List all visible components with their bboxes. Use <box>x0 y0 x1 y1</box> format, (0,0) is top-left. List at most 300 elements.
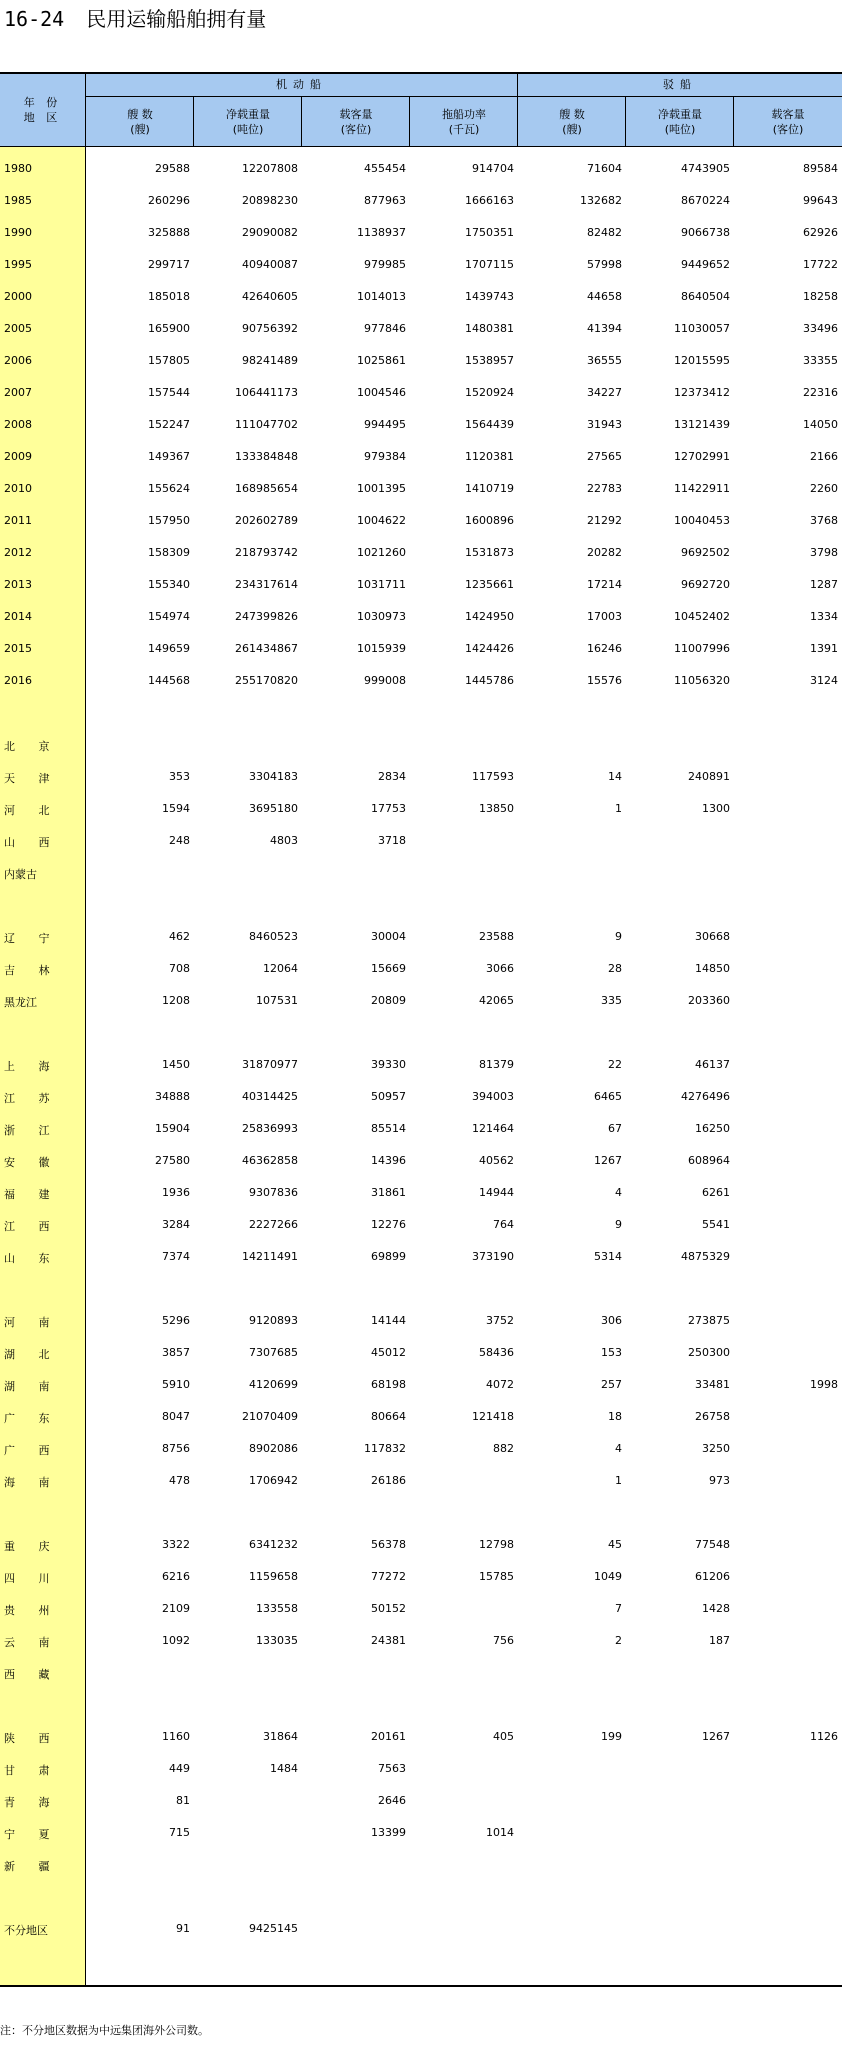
column-header-unit: (艘) <box>562 122 582 136</box>
table-cell: 3857 <box>162 1346 190 1359</box>
table-cell: 34888 <box>155 1090 190 1103</box>
row-label: 2009 <box>4 450 32 463</box>
table-cell: 121418 <box>472 1410 514 1423</box>
column-divider <box>409 97 410 146</box>
table-cell: 999008 <box>364 674 406 687</box>
column-header <box>194 97 302 146</box>
column-header-name: 载客量 <box>339 107 373 121</box>
table-cell: 979384 <box>364 450 406 463</box>
table-cell: 1235661 <box>465 578 514 591</box>
column-header <box>410 97 518 146</box>
table-cell: 42065 <box>479 994 514 1007</box>
row-label: 2007 <box>4 386 32 399</box>
row-label: 广 西 <box>4 1444 60 1457</box>
table-cell: 81379 <box>479 1058 514 1071</box>
table-cell: 45012 <box>371 1346 406 1359</box>
table-cell: 33355 <box>803 354 838 367</box>
table-cell: 14396 <box>371 1154 406 1167</box>
column-divider <box>193 97 194 146</box>
table-cell: 13850 <box>479 802 514 815</box>
row-label: 2014 <box>4 610 32 623</box>
table-cell: 29588 <box>155 162 190 175</box>
table-cell: 1531873 <box>465 546 514 559</box>
table-cell: 157805 <box>148 354 190 367</box>
table-row <box>0 762 842 794</box>
table-cell: 1564439 <box>465 418 514 431</box>
row-label: 福 建 <box>4 1188 60 1201</box>
group-title-motor: 机动船 <box>276 78 327 91</box>
table-row <box>0 250 842 282</box>
table-cell: 153 <box>601 1346 622 1359</box>
table-cell: 257 <box>601 1378 622 1391</box>
table-cell: 152247 <box>148 418 190 431</box>
table-cell: 9425145 <box>249 1922 298 1935</box>
table-cell: 5314 <box>594 1250 622 1263</box>
table-cell: 1 <box>615 802 622 815</box>
row-label: 1980 <box>4 162 32 175</box>
column-header <box>734 97 842 146</box>
table-cell: 1015939 <box>357 642 406 655</box>
row-label: 宁 夏 <box>4 1828 60 1841</box>
table-cell: 98241489 <box>242 354 298 367</box>
column-divider <box>301 97 302 146</box>
table-cell: 1445786 <box>465 674 514 687</box>
table-cell: 1025861 <box>357 354 406 367</box>
row-label: 天 津 <box>4 772 60 785</box>
table-cell: 28 <box>608 962 622 975</box>
table-cell: 1706942 <box>249 1474 298 1487</box>
row-label: 黑龙江 <box>4 996 37 1009</box>
table-cell: 478 <box>169 1474 190 1487</box>
table-cell: 29090082 <box>242 226 298 239</box>
table-cell: 353 <box>169 770 190 783</box>
table-cell: 20282 <box>587 546 622 559</box>
table-cell: 16246 <box>587 642 622 655</box>
table-cell: 9120893 <box>249 1314 298 1327</box>
table-cell: 1424426 <box>465 642 514 655</box>
table-cell: 90756392 <box>242 322 298 335</box>
table-row <box>0 1658 842 1690</box>
table-cell: 12373412 <box>674 386 730 399</box>
table-cell: 1001395 <box>357 482 406 495</box>
table-row <box>0 1338 842 1370</box>
row-label: 内蒙古 <box>4 868 37 881</box>
table-cell: 157950 <box>148 514 190 527</box>
table-cell: 1410719 <box>465 482 514 495</box>
table-cell: 218793742 <box>235 546 298 559</box>
table-cell: 3066 <box>486 962 514 975</box>
table-cell: 77548 <box>695 1538 730 1551</box>
table-cell: 69899 <box>371 1250 406 1263</box>
row-label: 贵 州 <box>4 1604 60 1617</box>
table-cell: 1159658 <box>249 1570 298 1583</box>
table-cell: 1014013 <box>357 290 406 303</box>
table-cell: 1126 <box>810 1730 838 1743</box>
table-cell: 455454 <box>364 162 406 175</box>
table-cell: 31861 <box>371 1186 406 1199</box>
table-cell: 3322 <box>162 1538 190 1551</box>
table-cell: 1120381 <box>465 450 514 463</box>
row-label: 浙 江 <box>4 1124 60 1137</box>
table-cell: 18 <box>608 1410 622 1423</box>
row-label: 湖 北 <box>4 1348 60 1361</box>
table-cell: 9307836 <box>249 1186 298 1199</box>
table-cell: 81 <box>176 1794 190 1807</box>
column-header-name: 艘 数 <box>127 107 153 121</box>
table-cell: 21070409 <box>242 1410 298 1423</box>
table-row <box>0 1146 842 1178</box>
table-cell: 9066738 <box>681 226 730 239</box>
table-cell: 157544 <box>148 386 190 399</box>
table-cell: 9 <box>615 930 622 943</box>
table-cell: 107531 <box>256 994 298 1007</box>
table-cell: 1004622 <box>357 514 406 527</box>
table-cell: 3284 <box>162 1218 190 1231</box>
table-cell: 133035 <box>256 1634 298 1647</box>
table-cell: 80664 <box>371 1410 406 1423</box>
table-cell: 7307685 <box>249 1346 298 1359</box>
table-cell: 14144 <box>371 1314 406 1327</box>
table-cell: 394003 <box>472 1090 514 1103</box>
row-label: 1995 <box>4 258 32 271</box>
table-row <box>0 1850 842 1882</box>
table-row <box>0 602 842 634</box>
table-cell: 1666163 <box>465 194 514 207</box>
table-cell: 1 <box>615 1474 622 1487</box>
table-cell: 3768 <box>810 514 838 527</box>
table-cell: 3124 <box>810 674 838 687</box>
table-cell: 202602789 <box>235 514 298 527</box>
table-row <box>0 410 842 442</box>
table-cell: 261434867 <box>235 642 298 655</box>
table-cell: 12015595 <box>674 354 730 367</box>
table-cell: 7563 <box>378 1762 406 1775</box>
row-label: 辽 宁 <box>4 932 60 945</box>
table-cell: 299717 <box>148 258 190 271</box>
table-cell: 34227 <box>587 386 622 399</box>
column-header-unit: (客位) <box>340 122 372 136</box>
table-cell: 4 <box>615 1186 622 1199</box>
table-cell: 3798 <box>810 546 838 559</box>
column-divider <box>625 97 626 146</box>
table-cell: 449 <box>169 1762 190 1775</box>
row-label: 江 西 <box>4 1220 60 1233</box>
table-cell: 1450 <box>162 1058 190 1071</box>
table-cell: 1439743 <box>465 290 514 303</box>
table-cell: 26758 <box>695 1410 730 1423</box>
table-cell: 46137 <box>695 1058 730 1071</box>
table-row <box>0 634 842 666</box>
table-cell: 165900 <box>148 322 190 335</box>
table-cell: 111047702 <box>235 418 298 431</box>
table-cell: 1998 <box>810 1378 838 1391</box>
table-cell: 979985 <box>364 258 406 271</box>
table-cell: 33481 <box>695 1378 730 1391</box>
table-cell: 608964 <box>688 1154 730 1167</box>
table-row <box>0 1722 842 1754</box>
table-row <box>0 538 842 570</box>
table-row <box>0 282 842 314</box>
table-cell: 68198 <box>371 1378 406 1391</box>
page-title <box>4 4 266 34</box>
table-cell: 27565 <box>587 450 622 463</box>
table-cell: 3304183 <box>249 770 298 783</box>
row-label: 2008 <box>4 418 32 431</box>
table-cell: 149659 <box>148 642 190 655</box>
row-label: 青 海 <box>4 1796 60 1809</box>
table-title: 民用运输船舶拥有量 <box>86 7 267 31</box>
table-row <box>0 1466 842 1498</box>
column-header-name: 净载重量 <box>226 107 270 121</box>
column-header-name: 拖船功率 <box>442 107 486 121</box>
table-cell: 1707115 <box>465 258 514 271</box>
table-cell: 6261 <box>702 1186 730 1199</box>
table-cell: 1750351 <box>465 226 514 239</box>
table-cell: 11007996 <box>674 642 730 655</box>
table-cell: 11056320 <box>674 674 730 687</box>
row-label: 河 北 <box>4 804 60 817</box>
table-cell: 4 <box>615 1442 622 1455</box>
table-row <box>0 218 842 250</box>
table-cell: 9692720 <box>681 578 730 591</box>
table-cell: 8902086 <box>249 1442 298 1455</box>
column-header-unit: (艘) <box>130 122 150 136</box>
table-cell: 22 <box>608 1058 622 1071</box>
table-cell: 1600896 <box>465 514 514 527</box>
row-label: 江 苏 <box>4 1092 60 1105</box>
row-label: 1990 <box>4 226 32 239</box>
table-cell: 6216 <box>162 1570 190 1583</box>
row-label: 2005 <box>4 322 32 335</box>
column-header-name: 艘 数 <box>559 107 585 121</box>
table-cell: 1267 <box>702 1730 730 1743</box>
table-row <box>0 1370 842 1402</box>
row-label: 海 南 <box>4 1476 60 1489</box>
table-row <box>0 570 842 602</box>
table-cell: 15576 <box>587 674 622 687</box>
table-cell: 155340 <box>148 578 190 591</box>
table-cell: 15785 <box>479 1570 514 1583</box>
region-header-region: 地 区 <box>23 111 62 124</box>
table-cell: 877963 <box>364 194 406 207</box>
table-row <box>0 666 842 698</box>
table-cell: 3695180 <box>249 802 298 815</box>
table-row <box>0 154 842 186</box>
table-row <box>0 986 842 1018</box>
table-cell: 1538957 <box>465 354 514 367</box>
table-cell: 1014 <box>486 1826 514 1839</box>
table-cell: 26186 <box>371 1474 406 1487</box>
table-cell: 325888 <box>148 226 190 239</box>
table-cell: 1287 <box>810 578 838 591</box>
row-label: 2010 <box>4 482 32 495</box>
table-cell: 4072 <box>486 1378 514 1391</box>
table-cell: 158309 <box>148 546 190 559</box>
table-cell: 132682 <box>580 194 622 207</box>
table-cell: 2834 <box>378 770 406 783</box>
table-cell: 1208 <box>162 994 190 1007</box>
table-cell: 2646 <box>378 1794 406 1807</box>
table-cell: 11030057 <box>674 322 730 335</box>
table-cell: 77272 <box>371 1570 406 1583</box>
table-cell: 7374 <box>162 1250 190 1263</box>
table-cell: 4120699 <box>249 1378 298 1391</box>
table-cell: 1936 <box>162 1186 190 1199</box>
table-cell: 708 <box>169 962 190 975</box>
table-row <box>0 1114 842 1146</box>
row-label: 2012 <box>4 546 32 559</box>
table-cell: 462 <box>169 930 190 943</box>
table-cell: 2 <box>615 1634 622 1647</box>
column-header <box>86 97 194 146</box>
table-cell: 10452402 <box>674 610 730 623</box>
table-cell: 30004 <box>371 930 406 943</box>
table-row <box>0 1402 842 1434</box>
table-cell: 71604 <box>587 162 622 175</box>
table-number: 16-24 <box>4 7 65 31</box>
table-cell: 10040453 <box>674 514 730 527</box>
table-cell: 764 <box>493 1218 514 1231</box>
table-row <box>0 1818 842 1850</box>
table-cell: 41394 <box>587 322 622 335</box>
table-cell: 973 <box>709 1474 730 1487</box>
table-cell: 5541 <box>702 1218 730 1231</box>
table-cell: 12798 <box>479 1538 514 1551</box>
table-cell: 31864 <box>263 1730 298 1743</box>
table-cell: 117832 <box>364 1442 406 1455</box>
table-cell: 1334 <box>810 610 838 623</box>
table-cell: 1049 <box>594 1570 622 1583</box>
table-cell: 1160 <box>162 1730 190 1743</box>
table-cell: 247399826 <box>235 610 298 623</box>
table-cell: 144568 <box>148 674 190 687</box>
table-row <box>0 378 842 410</box>
table-cell: 133558 <box>256 1602 298 1615</box>
table-cell: 306 <box>601 1314 622 1327</box>
table-cell: 260296 <box>148 194 190 207</box>
table-cell: 61206 <box>695 1570 730 1583</box>
table-cell: 121464 <box>472 1122 514 1135</box>
table-cell: 14944 <box>479 1186 514 1199</box>
table-cell: 1004546 <box>357 386 406 399</box>
table-cell: 99643 <box>803 194 838 207</box>
table-cell: 31943 <box>587 418 622 431</box>
table-cell: 4803 <box>270 834 298 847</box>
table-cell: 5296 <box>162 1314 190 1327</box>
column-header <box>302 97 410 146</box>
column-header <box>518 97 626 146</box>
footnote: 注：不分地区数据为中远集团海外公司数。 <box>0 2024 209 2037</box>
table-cell: 50957 <box>371 1090 406 1103</box>
table-cell: 1424950 <box>465 610 514 623</box>
table-cell: 20898230 <box>242 194 298 207</box>
table-cell: 117593 <box>472 770 514 783</box>
table-row <box>0 858 842 890</box>
table-cell: 12276 <box>371 1218 406 1231</box>
table-cell: 1428 <box>702 1602 730 1615</box>
table-cell: 185018 <box>148 290 190 303</box>
table-cell: 82482 <box>587 226 622 239</box>
table-row <box>0 1050 842 1082</box>
table-cell: 44658 <box>587 290 622 303</box>
table-cell: 6341232 <box>249 1538 298 1551</box>
row-label: 四 川 <box>4 1572 60 1585</box>
table-cell: 67 <box>608 1122 622 1135</box>
table-row <box>0 506 842 538</box>
table-cell: 15669 <box>371 962 406 975</box>
row-label: 云 南 <box>4 1636 60 1649</box>
table-row <box>0 1210 842 1242</box>
table-cell: 1021260 <box>357 546 406 559</box>
row-label: 湖 南 <box>4 1380 60 1393</box>
table-cell: 17214 <box>587 578 622 591</box>
table-cell: 13121439 <box>674 418 730 431</box>
row-label: 2016 <box>4 674 32 687</box>
table-cell: 199 <box>601 1730 622 1743</box>
column-header-name: 净载重量 <box>658 107 702 121</box>
table-cell: 31870977 <box>242 1058 298 1071</box>
table-cell: 56378 <box>371 1538 406 1551</box>
table-cell: 11422911 <box>674 482 730 495</box>
table-row <box>0 1242 842 1274</box>
table-cell: 335 <box>601 994 622 1007</box>
table-cell: 9449652 <box>681 258 730 271</box>
table-cell: 21292 <box>587 514 622 527</box>
table-cell: 8640504 <box>681 290 730 303</box>
table-cell: 994495 <box>364 418 406 431</box>
table-row <box>0 442 842 474</box>
table-cell: 42640605 <box>242 290 298 303</box>
table-cell: 1300 <box>702 802 730 815</box>
table-cell: 8670224 <box>681 194 730 207</box>
table-cell: 12207808 <box>242 162 298 175</box>
table-row <box>0 1530 842 1562</box>
row-label: 甘 肃 <box>4 1764 60 1777</box>
group-title-barge: 驳船 <box>663 78 697 91</box>
table-cell: 5910 <box>162 1378 190 1391</box>
row-label: 2011 <box>4 514 32 527</box>
table-cell: 22783 <box>587 482 622 495</box>
table-cell: 3718 <box>378 834 406 847</box>
table-cell: 18258 <box>803 290 838 303</box>
table-cell: 14050 <box>803 418 838 431</box>
row-label: 安 徽 <box>4 1156 60 1169</box>
table-cell: 36555 <box>587 354 622 367</box>
table-cell: 8047 <box>162 1410 190 1423</box>
table-cell: 9692502 <box>681 546 730 559</box>
table-cell: 273875 <box>688 1314 730 1327</box>
table-cell: 8460523 <box>249 930 298 943</box>
table-row <box>0 1754 842 1786</box>
table-cell: 756 <box>493 1634 514 1647</box>
row-label: 河 南 <box>4 1316 60 1329</box>
table-cell: 1092 <box>162 1634 190 1647</box>
table-cell: 405 <box>493 1730 514 1743</box>
table-cell: 149367 <box>148 450 190 463</box>
table-cell: 14211491 <box>242 1250 298 1263</box>
column-header-unit: (吨位) <box>664 122 696 136</box>
table-cell: 30668 <box>695 930 730 943</box>
table-cell: 89584 <box>803 162 838 175</box>
column-header <box>626 97 734 146</box>
table-cell: 4875329 <box>681 1250 730 1263</box>
row-label: 上 海 <box>4 1060 60 1073</box>
table-bottom-rule <box>0 1985 842 1987</box>
table-cell: 25836993 <box>242 1122 298 1135</box>
table-cell: 2227266 <box>249 1218 298 1231</box>
table-cell: 27580 <box>155 1154 190 1167</box>
table-cell: 914704 <box>472 162 514 175</box>
